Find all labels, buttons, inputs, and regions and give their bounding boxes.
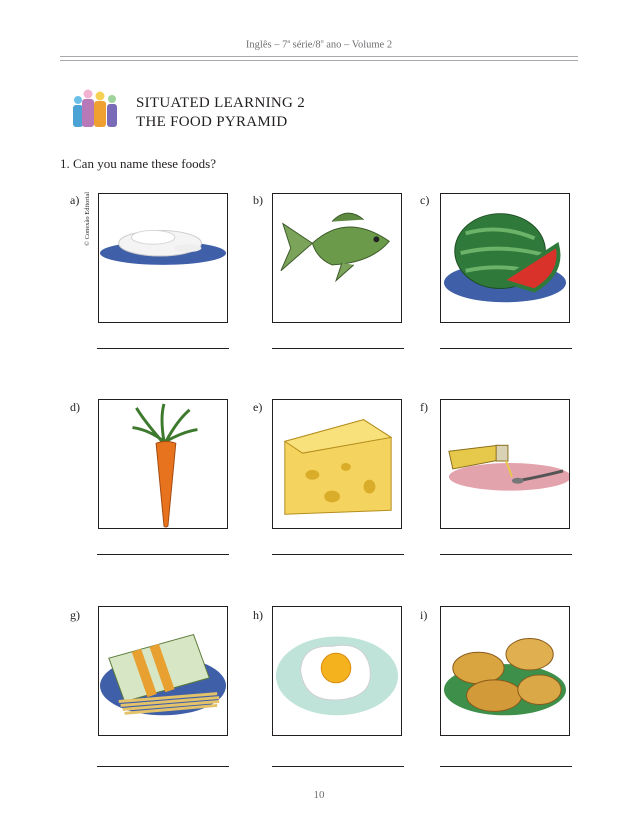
food-image-box <box>98 606 228 736</box>
watermelon-icon <box>441 194 569 322</box>
page-number: 10 <box>313 789 325 801</box>
fish-icon <box>273 194 401 322</box>
question-text: 1. Can you name these foods? <box>60 156 216 171</box>
running-header: Inglês – 7$^a$ série/8$^o$ ano – Volume 2 <box>245 39 393 51</box>
section-title: SITUATED LEARNING 2 THE FOOD PYRAMID <box>136 95 306 130</box>
item-label: b) <box>253 193 263 207</box>
item-label: c) <box>420 193 430 207</box>
egg-icon <box>273 607 401 735</box>
answer-line[interactable] <box>97 554 229 555</box>
item-label: g) <box>70 608 80 622</box>
answer-line[interactable] <box>97 766 229 767</box>
item-label: f) <box>420 400 428 414</box>
item-label: a) <box>70 193 80 207</box>
item-label: d) <box>70 400 80 414</box>
answer-line[interactable] <box>440 766 572 767</box>
food-image-box <box>440 606 570 736</box>
item-label: h) <box>253 608 263 622</box>
answer-line[interactable] <box>97 348 229 349</box>
carrot-icon <box>99 400 227 528</box>
pasta-icon <box>99 607 227 735</box>
food-image-box <box>272 399 402 529</box>
food-image-box <box>272 193 402 323</box>
item-label: e) <box>253 400 263 414</box>
food-image-box <box>98 399 228 529</box>
header-rule <box>60 56 578 57</box>
food-image-box <box>440 193 570 323</box>
cheese-icon <box>273 400 401 528</box>
header-rule <box>60 60 578 61</box>
answer-line[interactable] <box>272 348 404 349</box>
answer-line[interactable] <box>440 554 572 555</box>
food-image-box <box>98 193 228 323</box>
rice-icon <box>99 194 227 322</box>
food-image-box <box>272 606 402 736</box>
oil-icon <box>441 400 569 528</box>
food-image-box <box>440 399 570 529</box>
answer-line[interactable] <box>440 348 572 349</box>
image-credit: © Conexão Editorial <box>84 191 91 246</box>
answer-line[interactable] <box>272 766 404 767</box>
potatoes-icon <box>441 607 569 735</box>
people-icon <box>70 86 120 132</box>
answer-line[interactable] <box>272 554 404 555</box>
item-label: i) <box>420 608 428 622</box>
